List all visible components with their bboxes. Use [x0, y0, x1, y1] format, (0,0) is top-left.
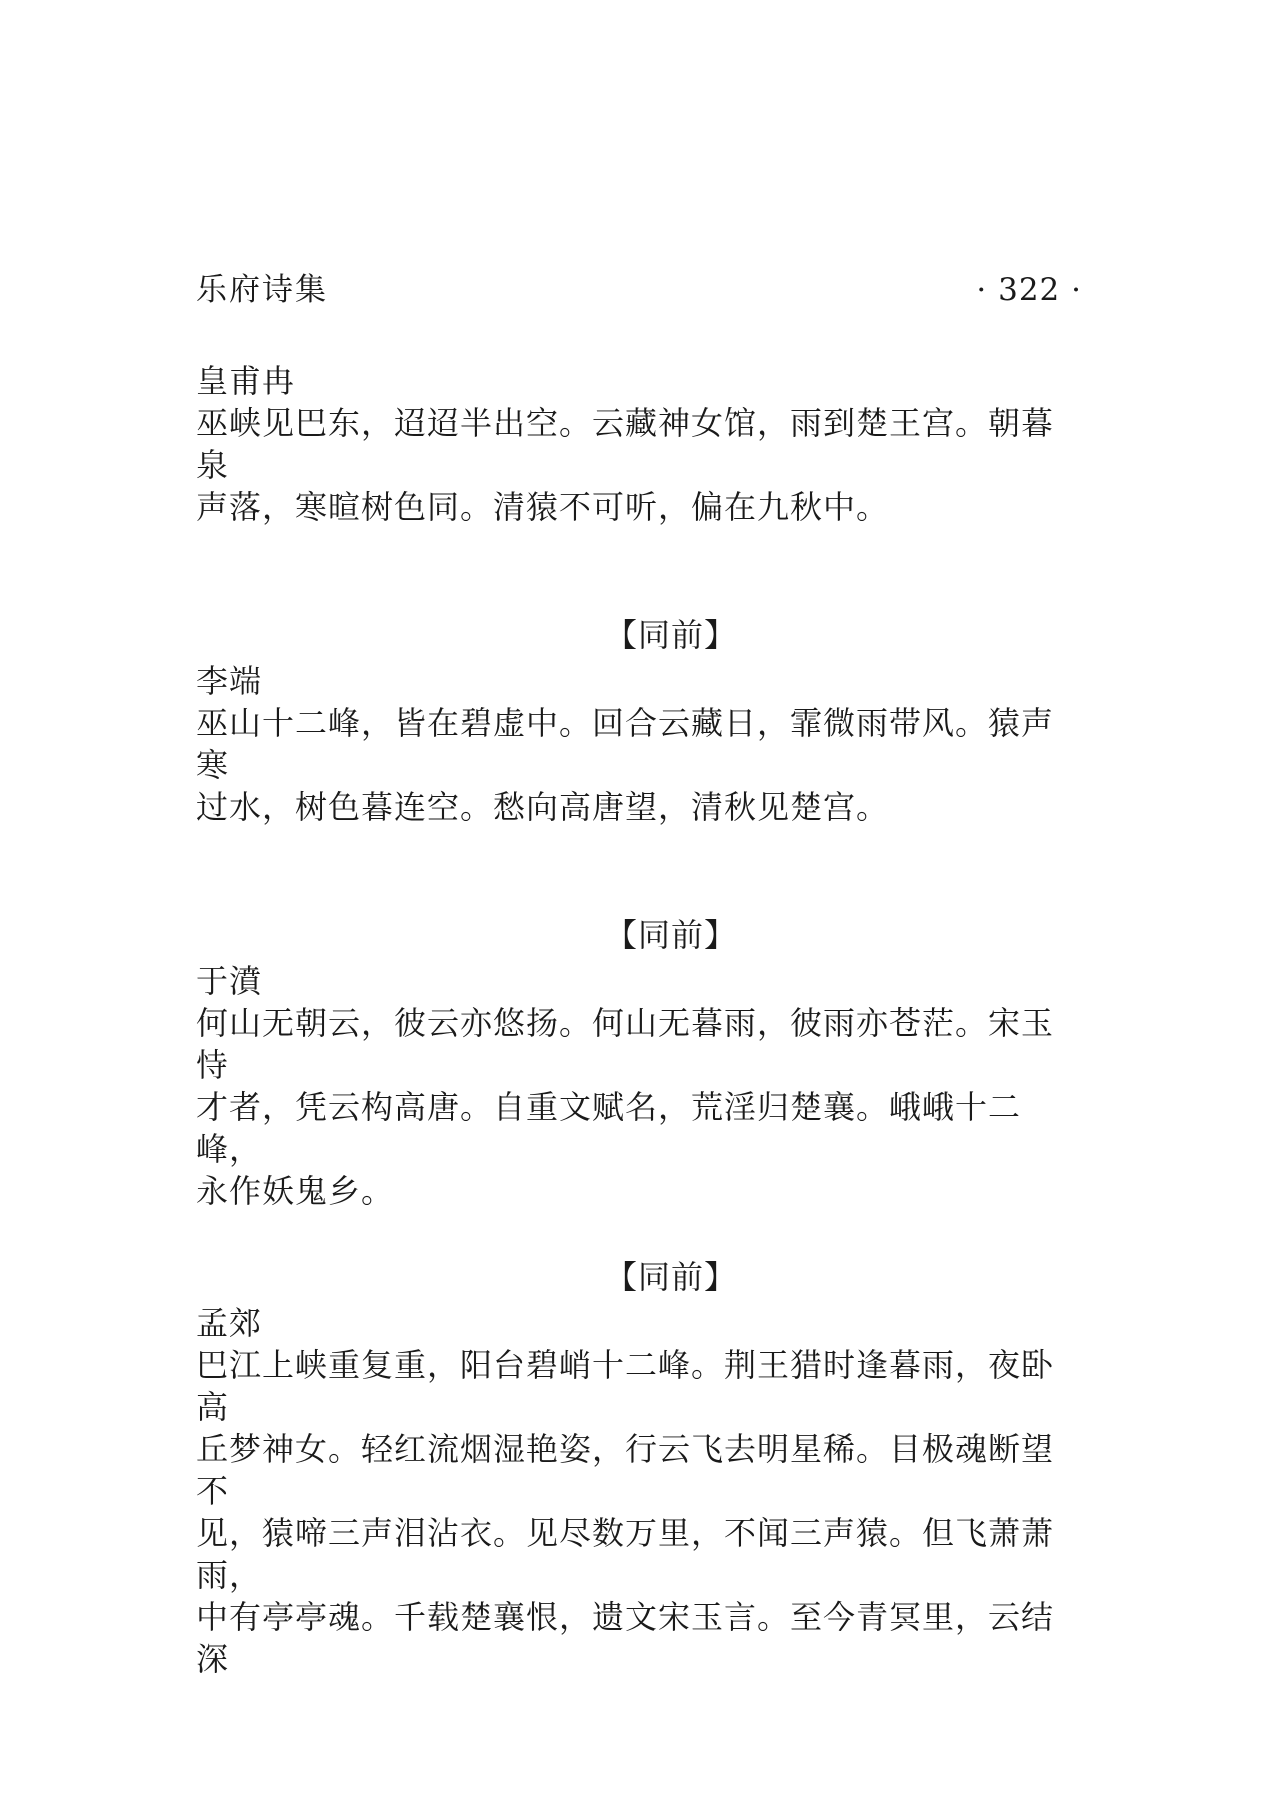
section-title: 【同前】	[604, 1258, 737, 1296]
page-number: · 322 ·	[976, 272, 1082, 308]
poem-line: 巴江上峡重复重，阳台碧峭十二峰。荆王猎时逢暮雨，夜卧高	[196, 1346, 1055, 1426]
poem-author: 皇甫冉	[196, 362, 296, 400]
page-header	[196, 268, 1082, 312]
poem-line: 见，猿啼三声泪沾衣。见尽数万里，不闻三声猿。但飞萧萧雨，	[196, 1514, 1055, 1594]
book-title: 乐府诗集	[196, 272, 328, 308]
poem-entry-4	[196, 1258, 1086, 1680]
poem-line: 才者，凭云构高唐。自重文赋名，荒淫归楚襄。峨峨十二峰，	[196, 1088, 1022, 1168]
poem-author: 孟郊	[196, 1304, 263, 1342]
poem-author: 李端	[196, 662, 263, 700]
section-title: 【同前】	[604, 916, 737, 954]
poem-line: 中有亭亭魂。千载楚襄恨，遗文宋玉言。至今青冥里，云结深	[196, 1598, 1055, 1678]
poem-line: 巫山十二峰，皆在碧虚中。回合云藏日，霏微雨带风。猿声寒	[196, 704, 1055, 784]
poem-line: 丘梦神女。轻红流烟湿艳姿，行云飞去明星稀。目极魂断望不	[196, 1430, 1055, 1510]
poem-line: 永作妖鬼乡。	[196, 1172, 395, 1210]
poem-line: 过水，树色暮连空。愁向高唐望，清秋见楚宫。	[196, 788, 890, 826]
poem-entry-1	[196, 360, 1086, 528]
poem-line: 巫峡见巴东，迢迢半出空。云藏神女馆，雨到楚王宫。朝暮泉	[196, 404, 1055, 484]
section-title: 【同前】	[604, 616, 737, 654]
poem-line: 声落，寒暄树色同。清猿不可听，偏在九秋中。	[196, 488, 890, 526]
poem-author: 于濆	[196, 962, 263, 1000]
poem-entry-2	[196, 616, 1086, 828]
poem-line: 何山无朝云，彼云亦悠扬。何山无暮雨，彼雨亦苍茫。宋玉恃	[196, 1004, 1055, 1084]
poem-entry-3	[196, 916, 1086, 1212]
